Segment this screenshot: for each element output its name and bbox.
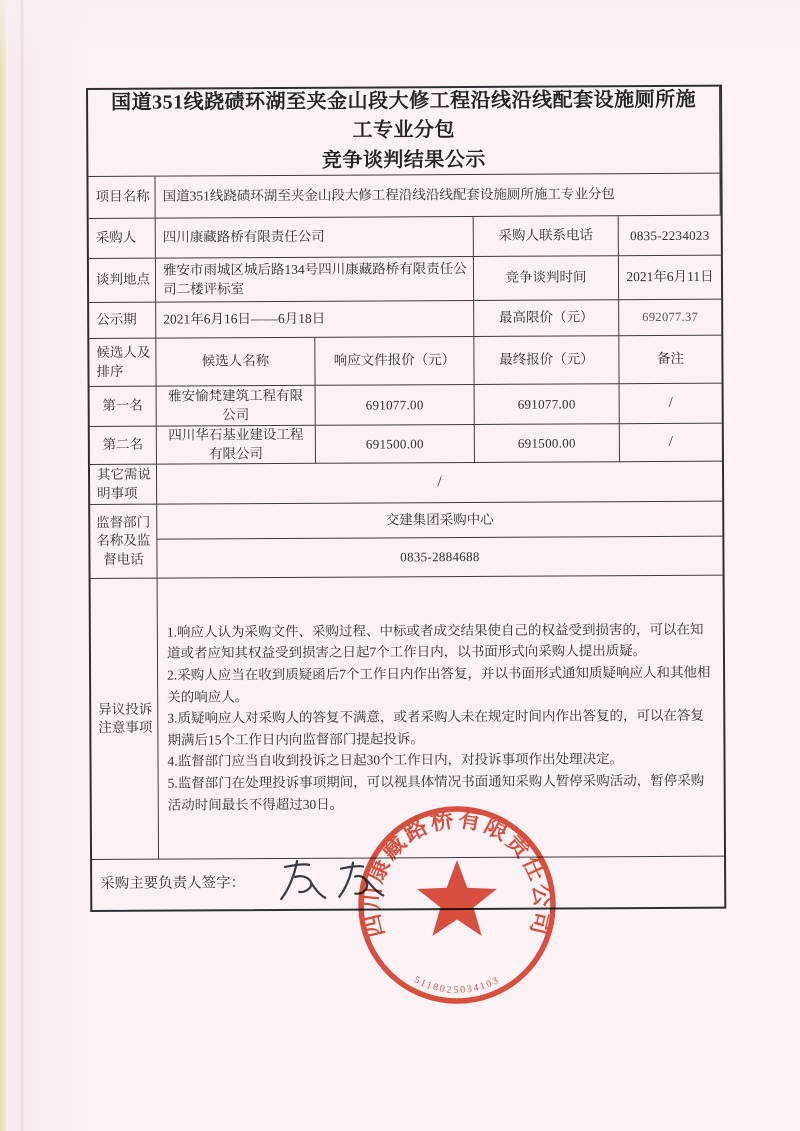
objection-item: 3.质疑响应人对采购人的答复不满意，或者采购人未在规定时间内作出答复的，可以在答复期满后15个工作日内向监督部门提起投诉。	[167, 707, 704, 748]
signature-label: 采购主要负责人签字：	[100, 875, 246, 893]
objection-item: 4.监督部门应当自收到投诉之日起30个工作日内，对投诉事项作出处理决定。	[167, 751, 624, 769]
purchaser-phone-value: 0835-2234023	[619, 216, 721, 257]
objection-label: 异议投诉注意事项	[91, 579, 159, 860]
seal-company-name: 四川康藏路桥有限责任公司	[358, 806, 556, 940]
result-announcement-table	[86, 85, 726, 912]
other-notes-label: 其它需说明事项	[90, 465, 157, 505]
supervision-phone: 0835-2884688	[157, 537, 722, 579]
candidate-note: /	[620, 384, 722, 425]
max-price-label: 最高限价（元）	[474, 300, 619, 337]
seal-registration-number: 5118025034103	[412, 974, 502, 996]
publicity-period-value: 2021年6月16日——6月18日	[156, 301, 474, 339]
candidates-note-header: 备注	[619, 336, 721, 385]
handwritten-signature	[275, 857, 405, 907]
negotiation-time-value: 2021年6月11日	[619, 256, 721, 301]
candidate-name: 四川华石基业建设工程有限公司	[157, 426, 316, 465]
objection-item: 2.采购人应当在收到质疑函后7个工作日内作出答复，并以书面形式通知质疑响应人和其他相关的响应人。	[167, 664, 711, 705]
svg-text:5118025034103	[412, 974, 502, 996]
project-name-label: 项目名称	[88, 177, 155, 219]
scan-edge-strip	[0, 0, 8, 1131]
candidate-rank: 第二名	[90, 427, 157, 465]
document-title-cell	[88, 87, 720, 177]
candidate-final-bid: 691500.00	[475, 424, 620, 463]
candidates-final-header: 最终报价（元）	[474, 336, 619, 385]
objection-item: 5.监督部门在处理投诉事项期间，可以视具体情况书面通知采购人暂停采购活动，暂停采购活动时间最长不得超过30日。	[167, 772, 705, 813]
paper-left-shading	[8, 0, 88, 1131]
objection-body	[158, 576, 724, 860]
publicity-period-label: 公示期	[89, 303, 156, 339]
candidate-note: /	[620, 424, 722, 463]
purchaser-value: 四川康藏路桥有限责任公司	[156, 217, 474, 259]
paper-top-shading	[0, 0, 800, 70]
objection-item: 1.响应人认为采购文件、采购过程、中标或者成交结果使自己的权益受到损害的，可以在知道或者应知其权益受到损害之日起7个工作日内，以书面形式向采购人提出质疑。	[166, 621, 704, 662]
supervision-name: 交建集团采购中心	[157, 502, 722, 540]
candidates-bid-header: 响应文件报价（元）	[315, 337, 474, 386]
venue-value: 雅安市雨城区城后路134号四川康藏路桥有限责任公司二楼评标室	[156, 257, 474, 303]
candidate-rank: 第一名	[90, 387, 157, 427]
venue-label: 谈判地点	[89, 259, 156, 303]
purchaser-phone-label: 采购人联系电话	[474, 216, 619, 257]
candidates-rank-header: 候选人及排序	[89, 339, 156, 387]
document-title: 国道351线跷碛环湖至夹金山段大修工程沿线沿线配套设施厕所施工专业分包	[111, 89, 697, 142]
candidate-bid: 691077.00	[316, 385, 475, 426]
candidates-name-header: 候选人名称	[156, 338, 315, 387]
project-name-value: 国道351线跷碛环湖至夹金山段大修工程沿线沿线配套设施厕所施工专业分包	[155, 174, 720, 219]
negotiation-time-label: 竞争谈判时间	[474, 256, 619, 301]
other-notes-value: /	[157, 462, 722, 505]
candidate-bid: 691500.00	[316, 425, 475, 464]
document-subtitle: 竞争谈判结果公示	[321, 149, 486, 172]
purchaser-label: 采购人	[89, 219, 156, 259]
paper-fold-crease	[21, 0, 23, 1131]
supervision-label: 监督部门名称及监督电话	[90, 505, 157, 579]
candidate-name: 雅安愉梵建筑工程有限公司	[157, 386, 316, 427]
signature-row	[92, 857, 724, 910]
candidate-final-bid: 691077.00	[475, 384, 620, 425]
max-price-value: 692077.37	[619, 300, 721, 337]
